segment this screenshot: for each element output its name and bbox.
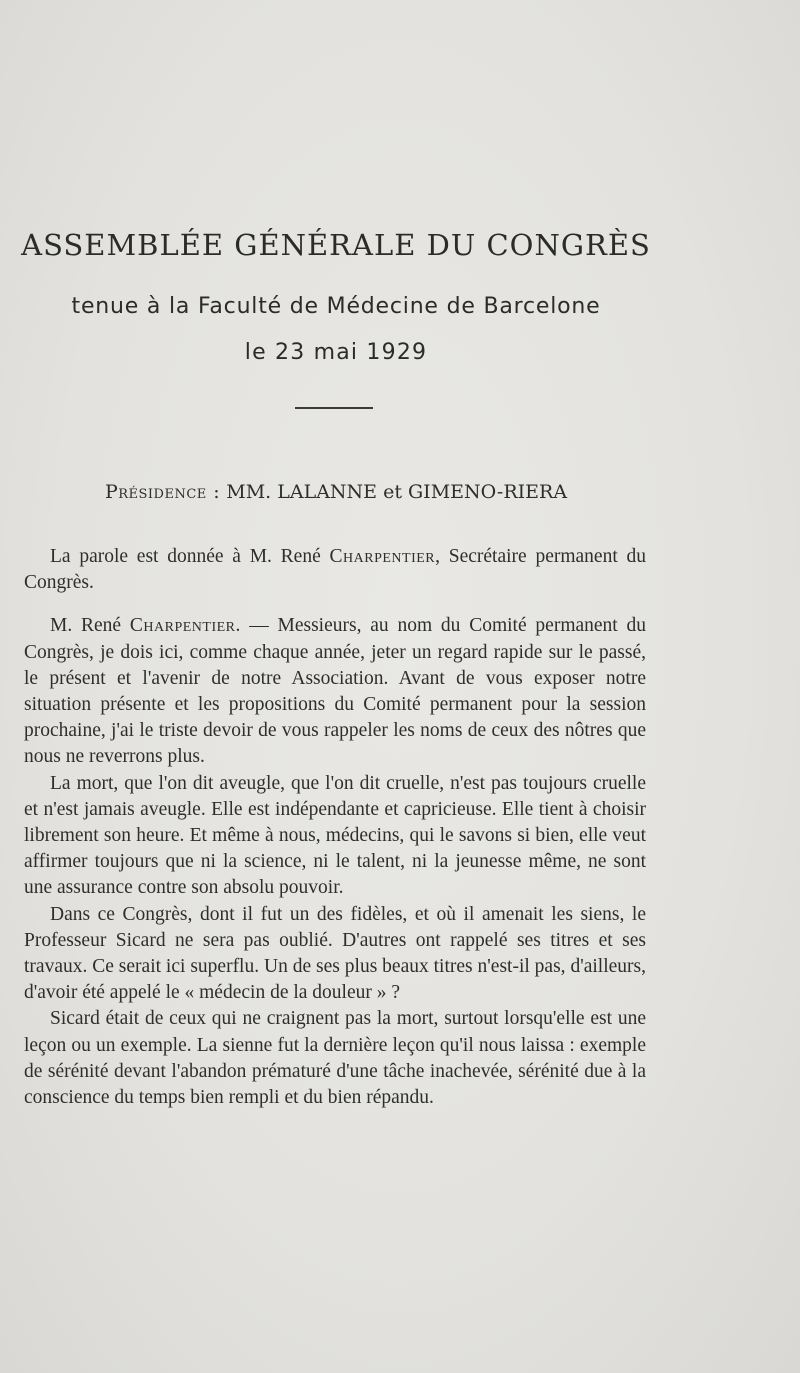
paragraph-2-end: . — Messieurs, au nom du Comité permanent du Congrès, je dois ici, comme chaque année, jeter un regard rapide sur le passé, le présent et l'avenir de notre Association. Avant de vous exposer notre situation présente et les propositions du Comité permanent pour la session prochaine, j'ai le triste devoir de vous rappeler les noms de ceux des nôtres que nous ne reverrons plus. [24,615,647,768]
document-date: le 23 mai 1929 [244,340,428,365]
paragraph-1-end: , Secrétaire permanent du Congrès. [24,546,647,594]
document-subtitle: tenue à la Faculté de Médecine de Barcelone [71,294,601,319]
presidence-names: MM. LALANNE et GIMENO-RIERA [226,481,568,503]
separator-rule [295,407,373,409]
body-text [24,544,646,1111]
paragraph-2 [24,613,646,770]
paragraph-1 [24,544,646,596]
document-title: ASSEMBLÉE GÉNÉRALE DU CONGRÈS [21,228,651,262]
presidence-label: Présidence : [104,481,221,503]
speaker-name: Charpentier [329,546,436,567]
paragraph-4: Dans ce Congrès, dont il fut un des fidèles, et où il amenait les siens, le Professeur Sicard ne sera pas oublié. D'autres ont rappelé ses titres et ses travaux. Ce serait ici superflu. Un de ses plus beaux titres n'est-il pas, d'ailleurs, d'avoir été appelé le « médecin de la douleur » ? [24,903,646,1004]
speaker-name: Charpentier [129,615,236,637]
paragraph-1-start: La parole est donnée à M. René [50,546,321,567]
presidence-line [0,481,672,503]
paragraph-5: Sicard était de ceux qui ne craignent pas la mort, surtout lorsqu'elle est une leçon ou un exemple. La sienne fut la dernière leçon qu'il nous laissa : exemple de sérénité devant l'abandon prématuré d'une tâche inachevée, sérénité due à la conscience du temps bien rempli et du bien répandu. [24,1008,646,1109]
paragraph-3: La mort, que l'on dit aveugle, que l'on dit cruelle, n'est pas toujours cruelle et n'est jamais aveugle. Elle est indépendante et capricieuse. Elle tient à choisir librement son heure. Et même à nous, médecins, qui le savons si bien, elle veut affirmer toujours que ni la science, ni le talent, ni la jeunesse même, ne sont une assurance contre son absolu pouvoir. [24,772,646,899]
paragraph-2-start: M. René [50,615,122,637]
